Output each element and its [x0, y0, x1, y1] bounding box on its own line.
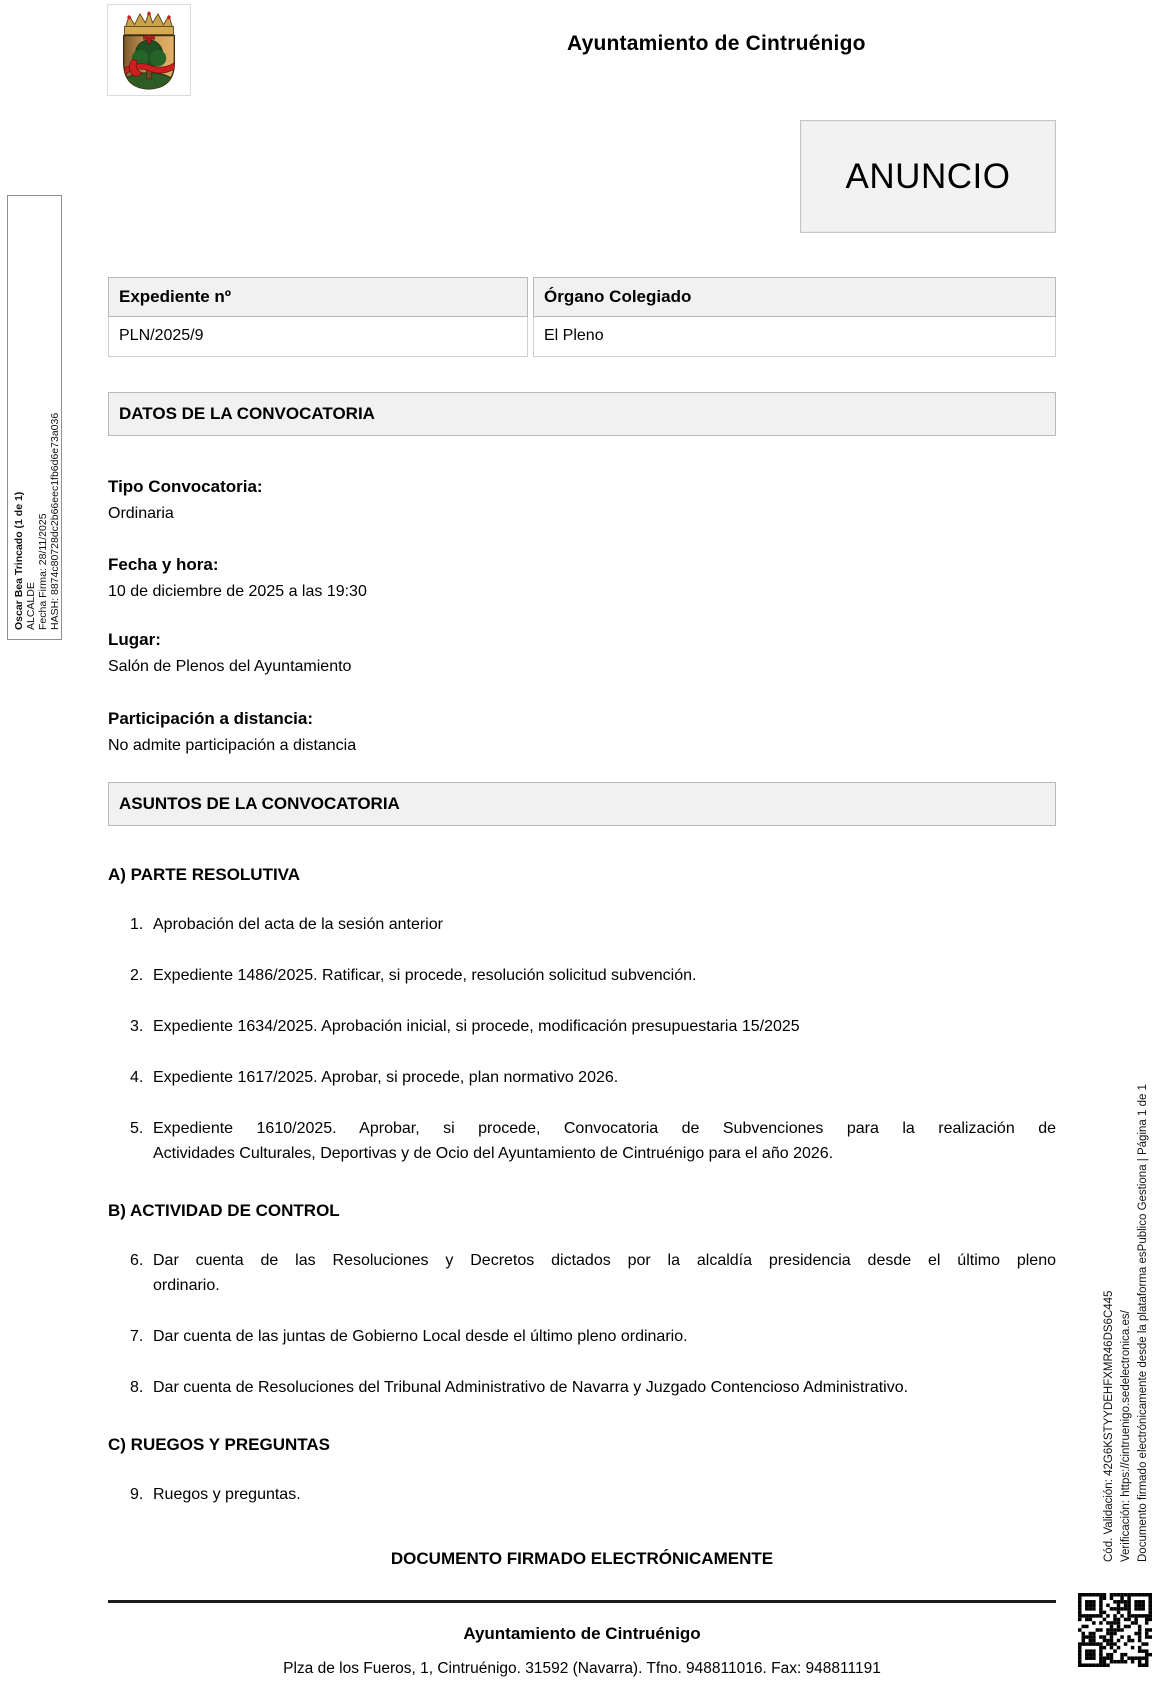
- item-text-line-2: ordinario.: [153, 1277, 220, 1294]
- item-text: Aprobación del acta de la sesión anterior: [153, 916, 443, 933]
- item-number: 4.: [130, 1069, 144, 1086]
- signature-hash: HASH: 8874c80728dc2b66eec1fb6d6e73a036: [49, 412, 61, 630]
- item-text-line-2: Actividades Culturales, Deportivas y de Ocio del Ayuntamiento de Cintruénigo para el año 2026.: [153, 1145, 834, 1162]
- field-label: Tipo Convocatoria:: [108, 477, 263, 496]
- meta-table: [108, 277, 1056, 357]
- expediente-header-cell: Expediente nº: [108, 277, 528, 317]
- item-number: 2.: [130, 967, 144, 984]
- agenda-item-6: [108, 1248, 1056, 1298]
- agenda-item-8: [108, 1375, 1056, 1400]
- field-value: Salón de Plenos del Ayuntamiento: [108, 658, 352, 675]
- section-bar-asuntos-convocatoria: ASUNTOS DE LA CONVOCATORIA: [108, 782, 1056, 826]
- footer-address: Plza de los Fueros, 1, Cintruénigo. 31592 (Navarra). Tfno. 948811016. Fax: 948811191: [283, 1660, 881, 1677]
- organo-header-cell: Órgano Colegiado: [533, 277, 1056, 317]
- agenda-item-2: [108, 963, 1056, 988]
- item-number: 3.: [130, 1018, 144, 1035]
- agenda-heading-parte-resolutiva: A) PARTE RESOLUTIVA: [108, 865, 301, 884]
- field-tipo-convocatoria: [108, 476, 1056, 524]
- signer-name: Oscar Bea Trincado (1 de 1): [13, 491, 25, 630]
- item-text-line-1: Expediente 1610/2025. Aprobar, si procede, Convocatoria de Subvenciones para la realización de: [153, 1120, 1056, 1137]
- item-number: 7.: [130, 1328, 144, 1345]
- agenda-item-3: [108, 1014, 1056, 1039]
- meta-value-row: [108, 317, 1056, 357]
- agenda: [108, 864, 1056, 1507]
- footer-divider: [108, 1600, 1056, 1603]
- field-label: Lugar:: [108, 630, 161, 649]
- agenda-item-9: [108, 1482, 1056, 1507]
- header-title: Ayuntamiento de Cintruénigo: [567, 32, 866, 55]
- item-text: Ruegos y preguntas.: [153, 1486, 301, 1503]
- signer-role: ALCALDE: [25, 582, 37, 630]
- section-bar-datos-convocatoria: DATOS DE LA CONVOCATORIA: [108, 392, 1056, 436]
- field-value: Ordinaria: [108, 505, 174, 522]
- field-value: No admite participación a distancia: [108, 737, 357, 754]
- signature-sidebar-text: [13, 205, 61, 630]
- agenda-item-4: [108, 1065, 1056, 1090]
- field-lugar: [108, 629, 1056, 677]
- field-label: Participación a distancia:: [108, 709, 314, 728]
- coat-of-arms-icon: [111, 6, 187, 94]
- agenda-item-7: [108, 1324, 1056, 1349]
- footer-title: Ayuntamiento de Cintruénigo: [463, 1624, 701, 1643]
- agenda-heading-ruegos-preguntas: C) RUEGOS Y PREGUNTAS: [108, 1435, 330, 1454]
- item-text-line-1: Dar cuenta de las Resoluciones y Decretos dictados por la alcaldía presidencia desde el último pleno: [153, 1252, 1056, 1269]
- verification-url: Verificación: https://cintruenigo.sedelectronica.es/: [1120, 1310, 1132, 1562]
- agenda-heading-actividad-control: B) ACTIVIDAD DE CONTROL: [108, 1201, 340, 1220]
- item-text: Expediente 1486/2025. Ratificar, si procede, resolución solicitud subvención.: [153, 967, 697, 984]
- field-label: Fecha y hora:: [108, 555, 219, 574]
- signed-electronically-note: DOCUMENTO FIRMADO ELECTRÓNICAMENTE: [390, 1549, 774, 1568]
- field-fecha-hora: [108, 554, 1056, 602]
- item-number: 1.: [130, 916, 144, 933]
- item-number: 6.: [130, 1252, 144, 1269]
- agenda-item-5: [108, 1116, 1056, 1166]
- agenda-item-1: [108, 912, 1056, 937]
- item-text: Dar cuenta de las juntas de Gobierno Local desde el último pleno ordinario.: [153, 1328, 688, 1345]
- expediente-value-cell: PLN/2025/9: [108, 317, 528, 357]
- item-text: Expediente 1617/2025. Aprobar, si procede, plan normativo 2026.: [153, 1069, 619, 1086]
- validation-code: Cód. Validación: 42G6KSTYYDEHFXMR46DS6C445: [1103, 1290, 1115, 1562]
- organo-value-cell: El Pleno: [533, 317, 1056, 357]
- item-text: Expediente 1634/2025. Aprobación inicial, si procede, modificación presupuestaria 15/2025: [153, 1018, 800, 1035]
- signature-sidebar-box: [7, 195, 62, 640]
- meta-header-row: [108, 277, 1056, 317]
- validation-sidebar-text: [1101, 974, 1152, 1562]
- field-participacion-distancia: [108, 708, 1056, 756]
- anuncio-box: [800, 120, 1056, 233]
- item-number: 8.: [130, 1379, 144, 1396]
- signature-date: Fecha Firma: 28/11/2025: [37, 513, 49, 630]
- item-text: Dar cuenta de Resoluciones del Tribunal Administrativo de Navarra y Juzgado Contencioso Administrativo.: [153, 1379, 909, 1396]
- field-value: 10 de diciembre de 2025 a las 19:30: [108, 583, 367, 600]
- item-number: 5.: [130, 1120, 144, 1137]
- item-number: 9.: [130, 1486, 144, 1503]
- anuncio-label: ANUNCIO: [845, 156, 1011, 196]
- coat-of-arms-logo: [107, 4, 191, 96]
- platform-note: Documento firmado electrónicamente desde la plataforma esPublico Gestiona | Página 1 de 1: [1137, 1084, 1149, 1562]
- qr-code: [1078, 1593, 1152, 1667]
